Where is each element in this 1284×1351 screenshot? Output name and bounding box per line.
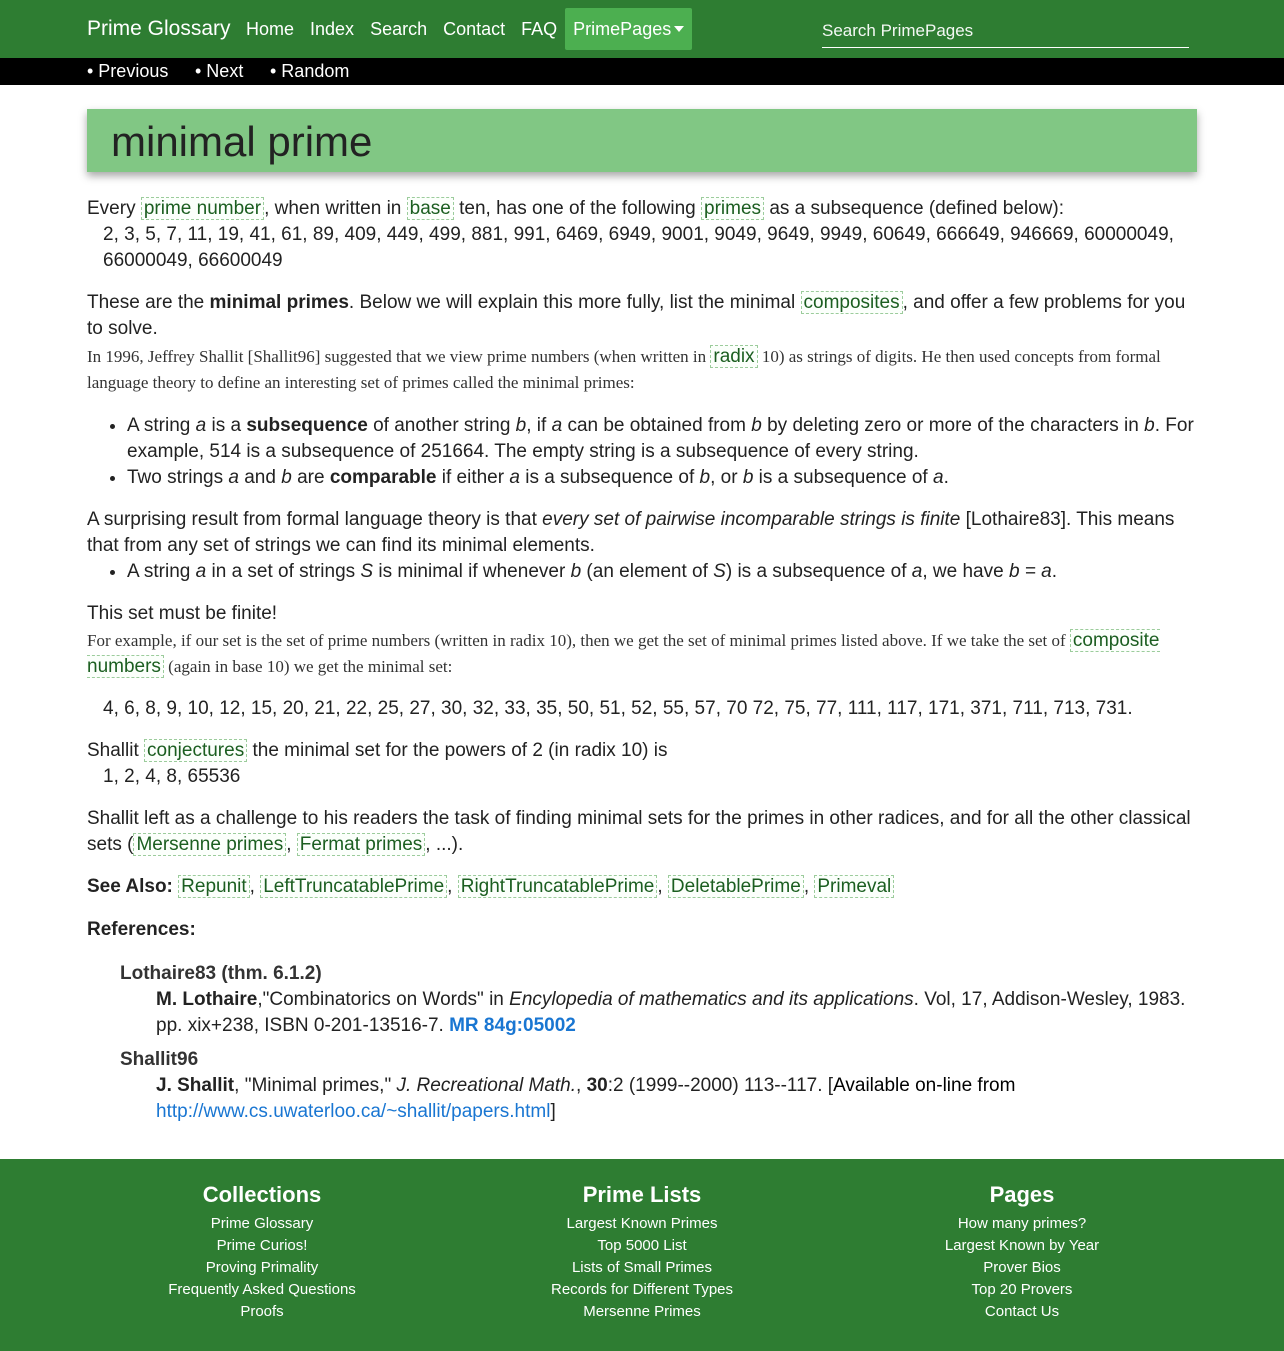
footer-heading: Pages [989,1182,1055,1207]
minimal-composites-sequence: 4, 6, 8, 9, 10, 12, 15, 20, 21, 22, 25, 27, 30, 32, 33, 35, 50, 51, 52, 55, 57, 70 72, 75, 77, 111, 117, 171, 371, 711, 713, 731. [103,698,1133,719]
footer-link[interactable]: Contact Us [984,1303,1060,1320]
paragraph-minimal-primes: These are the minimal primes. Below we will explain this more fully, list the minimal composites , and offer a few problems for you to solve. [87,292,1186,339]
footer-link[interactable]: Prime Glossary [210,1215,314,1232]
footer-pages [872,1181,1172,1323]
see-also: See Also: Repunit , LeftTruncatablePrime , RightTruncatablePrime , DeletablePrime , Primeval [87,874,1197,900]
nav-index[interactable]: Index [310,19,355,39]
definitions-list [87,413,1197,491]
page-title: minimal prime [111,118,373,165]
list-item: • Two strings a and b are comparable if either a is a subsequence of b, or b is a subsequence of a. [127,465,1197,491]
shallit-papers-link[interactable]: http://www.cs.uwaterloo.ca/~shallit/papers.html [156,1101,551,1122]
footer-link[interactable]: Prime Curios! [216,1237,308,1254]
glossary-link-composites[interactable]: composites [801,291,903,314]
footer [0,1159,1284,1351]
caret-down-icon [674,26,684,32]
see-also-repunit[interactable]: Repunit [178,875,250,898]
paragraph-powers-of-two: Shallit conjectures the minimal set for the powers of 2 (in radix 10) is [87,740,668,761]
see-also-label: See Also: [87,876,173,897]
sub-navbar [0,58,1284,85]
glossary-link-base[interactable]: base [407,197,454,220]
footer-link[interactable]: Proving Primality [205,1259,319,1276]
paragraph-finite: This set must be finite! [87,603,278,624]
footer-prime-lists [492,1181,792,1323]
nav-home[interactable]: Home [246,19,295,39]
glossary-link-fermat-primes[interactable]: Fermat primes [297,833,425,856]
minimal-primes-sequence: 2, 3, 5, 7, 11, 19, 41, 61, 89, 409, 449, 499, 881, 991, 6469, 6949, 9001, 9049, 9649, 9949, 60649, 666649, 946669, 60000049, 66000049, 66600049 [103,224,1174,271]
search-input[interactable] [822,16,1189,46]
nav-contact[interactable]: Contact [443,19,506,39]
footer-collections [112,1181,412,1323]
nav-search[interactable]: Search [370,19,428,39]
paragraph-challenge: Shallit left as a challenge to his readers the task of finding minimal sets for the primes in other radices, and for all the other classical sets ( Mersenne primes , Fermat primes , ...). [87,808,1191,855]
footer-link[interactable]: Proofs [240,1303,284,1320]
footer-link[interactable]: Top 5000 List [597,1237,687,1254]
glossary-link-prime-number[interactable]: prime number [141,197,264,220]
footer-heading: Collections [202,1182,322,1207]
main-content [87,196,1197,1125]
title-card [87,109,1197,172]
previous-link[interactable]: • Previous [87,61,169,81]
paragraph-composites-example: For example, if our set is the set of prime numbers (written in radix 10), then we get the set of minimal primes listed above. If we take the set of composite numbers (again in base 10) we get the minimal set: [87,630,1160,677]
see-also-right-truncatable-prime[interactable]: RightTruncatablePrime [458,875,658,898]
list-item: • A string a is a subsequence of another string b, if a can be obtained from b by deleting zero or more of the characters in b. For example, 514 is a subsequence of 251664. The empty string is a subsequence of every string. [127,413,1197,465]
glossary-link-mersenne-primes[interactable]: Mersenne primes [133,833,286,856]
reference-key: Shallit96 [120,1049,199,1070]
next-link[interactable]: • Next [195,61,244,81]
minimal-definition-list [87,559,1197,585]
footer-link[interactable]: Mersenne Primes [583,1303,701,1320]
glossary-link-primes[interactable]: primes [701,197,764,220]
search-box [822,16,1189,48]
glossary-link-conjectures[interactable]: conjectures [144,739,247,762]
footer-link[interactable]: Lists of Small Primes [571,1259,713,1276]
random-link[interactable]: • Random [270,61,350,81]
top-navbar [0,0,1284,58]
intro-paragraph: Every prime number , when written in base ten, has one of the following primes as a subsequence (defined below): [87,198,1065,219]
nav-faq[interactable]: FAQ [521,19,558,39]
footer-heading: Prime Lists [582,1182,702,1207]
footer-link[interactable]: Prover Bios [983,1259,1061,1276]
glossary-link-radix[interactable]: radix [710,345,757,368]
footer-link[interactable]: Largest Known Primes [566,1215,718,1232]
references-heading: References: [87,919,196,940]
reference-citation: M. Lothaire,"Combinatorics on Words" in Encylopedia of mathematics and its applications. Vol, 17, Addison-Wesley, 1983. pp. xix+238, ISBN 0-201-13516-7. MR 84g:05002 [156,989,1186,1036]
paragraph-formal-language: A surprising result from formal language theory is that every set of pairwise incomparable strings is finite [Lothaire83]. This means that from any set of strings we can find its minimal elements. [87,509,1175,556]
footer-link[interactable]: Frequently Asked Questions [168,1281,356,1298]
footer-link[interactable]: Records for Different Types [550,1281,734,1298]
primepages-dropdown-label: PrimePages [573,19,672,39]
paragraph-shallit-1996: In 1996, Jeffrey Shallit [Shallit96] suggested that we view prime numbers (when written in radix 10) as strings of digits. He then used concepts from formal language theory to define an interesting set of primes called the minimal primes: [87,346,1161,392]
list-item: • A string a in a set of strings S is minimal if whenever b (an element of S) is a subsequence of a, we have b = a. [127,559,1197,585]
footer-link[interactable]: How many primes? [957,1215,1087,1232]
reference-shallit96 [120,1047,1197,1125]
main-nav [246,8,692,50]
reference-citation: J. Shallit, "Minimal primes," J. Recreational Math., 30:2 (1999--2000) 113--117. [Available on-line from http://www.cs.uwaterloo.ca/~shallit/papers.html] [156,1075,1016,1122]
references-list [120,961,1197,1125]
footer-link[interactable]: Top 20 Provers [971,1281,1073,1298]
primepages-dropdown[interactable] [565,8,692,50]
glossary-link-composite-numbers[interactable]: composite numbers [87,630,1160,677]
reference-lothaire83 [120,961,1197,1039]
powers-of-two-sequence: 1, 2, 4, 8, 65536 [103,766,241,787]
brand-link[interactable]: Prime Glossary [87,17,231,40]
see-also-primeval[interactable]: Primeval [814,875,894,898]
mr-review-link[interactable]: MR 84g:05002 [449,1015,576,1036]
see-also-left-truncatable-prime[interactable]: LeftTruncatablePrime [260,875,447,898]
see-also-deletable-prime[interactable]: DeletablePrime [668,875,804,898]
reference-key: Lothaire83 (thm. 6.1.2) [120,963,322,984]
footer-link[interactable]: Largest Known by Year [944,1237,1100,1254]
